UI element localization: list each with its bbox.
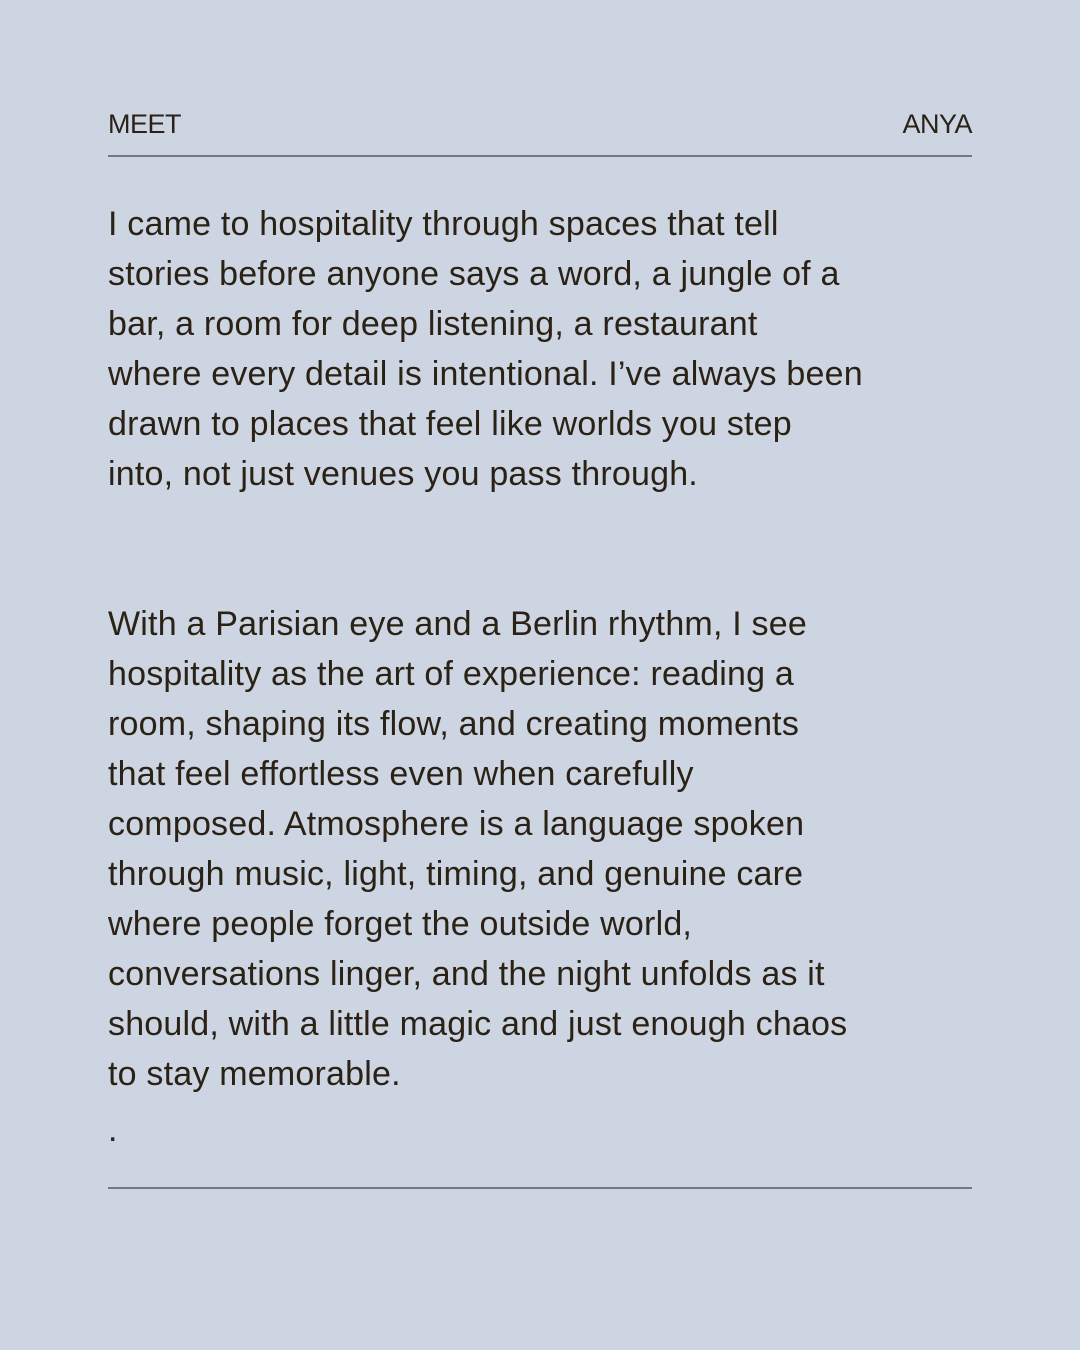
- bottom-divider: [108, 1187, 972, 1189]
- bio-paragraph-2: With a Parisian eye and a Berlin rhythm, I see hospitality as the art of experience: reading a room, shaping its flow, and creating moments that feel effortless even when carefully composed. Atmosphere is a language spoken through music, light, timing, and genuine care where people forget the outside world, conversations linger, and the night unfolds as it should, with a little magic and just enough chaos to stay memorable.: [108, 605, 848, 1093]
- header-left-label: MEET: [108, 108, 182, 139]
- bio-paragraph-1: I came to hospitality through spaces that tell stories before anyone says a word, a jungle of a bar, a room for deep listening, a restaurant where every detail is intentional. I’ve always been drawn to places that feel like worlds you step into, not just venues you pass through.: [108, 205, 863, 493]
- top-divider: [108, 155, 972, 157]
- header: [108, 108, 972, 140]
- bio-card: [108, 0, 972, 1350]
- trailing-period: .: [108, 1111, 118, 1149]
- header-right-label: ANYA: [902, 108, 972, 139]
